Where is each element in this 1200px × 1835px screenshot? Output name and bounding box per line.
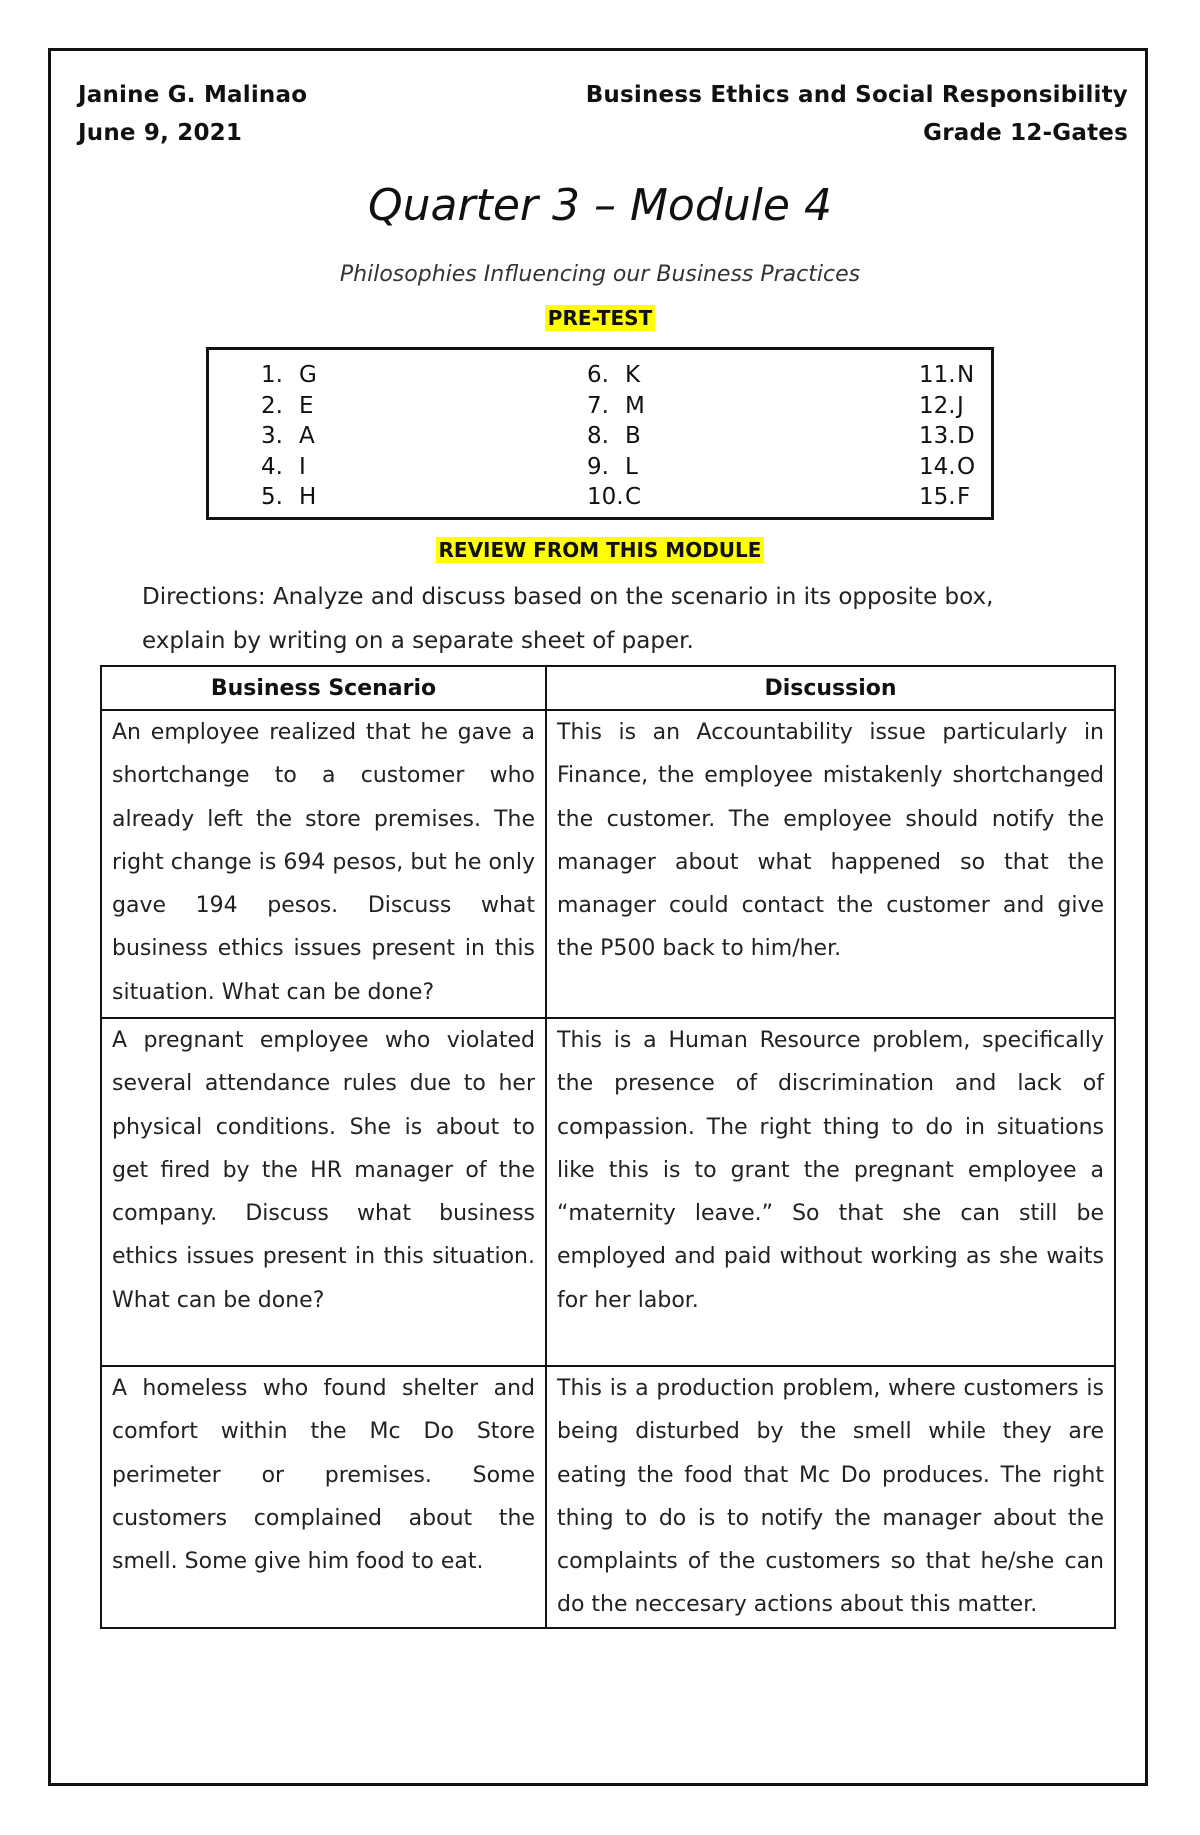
answer-item: 1. G xyxy=(261,362,317,388)
header-right xyxy=(586,76,1128,152)
answer-item: 7. M xyxy=(587,392,645,419)
answer-item: 11.N xyxy=(919,362,975,388)
review-heading xyxy=(0,537,1200,563)
pretest-label: PRE-TEST xyxy=(545,305,655,331)
answer-item: 9. L xyxy=(587,453,638,480)
pretest-answer-box xyxy=(206,347,994,520)
review-label: REVIEW FROM THIS MODULE xyxy=(436,537,765,563)
submission-date: June 9, 2021 xyxy=(78,120,243,146)
answer-item: 14.O xyxy=(919,453,976,480)
answer-column-2 xyxy=(587,360,645,513)
discussion-cell: This is a Human Resource problem, specifically the presence of discrimination and lack of compassion. The right thing to do in situations like this is to grant the pregnant employee a “maternity leave.” So that she can still be employed and paid without working as she waits for her labor. xyxy=(546,1018,1115,1366)
answer-item: 8. B xyxy=(587,423,641,449)
grade-section: Grade 12-Gates xyxy=(923,120,1128,146)
table-row xyxy=(101,1018,1115,1366)
answer-item: 10.C xyxy=(587,484,642,510)
pretest-heading xyxy=(0,305,1200,331)
answer-item: 15.F xyxy=(919,484,971,510)
discussion-cell: This is a production problem, where customers is being disturbed by the smell while they are eating the food that Mc Do produces. The right thing to do is to notify the manager about the complaints of the customers so that he/she can do the neccesary actions about this matter. xyxy=(546,1366,1115,1628)
directions-text: Directions: Analyze and discuss based on the scenario in its opposite box, explain by writing on a separate sheet of paper. xyxy=(142,584,994,654)
answer-column-3 xyxy=(919,360,975,513)
student-name: Janine G. Malinao xyxy=(78,82,308,108)
subject-name: Business Ethics and Social Responsibility xyxy=(585,82,1128,108)
table-header-row xyxy=(101,666,1115,710)
column-header-discussion: Discussion xyxy=(546,666,1115,710)
scenario-cell: An employee realized that he gave a shortchange to a customer who already left the store premises. The right change is 694 pesos, but he only gave 194 pesos. Discuss what business ethics issues present in this situation. What can be done? xyxy=(101,710,546,1018)
header-left xyxy=(78,76,307,152)
answer-item: 12.J xyxy=(919,392,964,419)
answer-column-1 xyxy=(261,360,317,513)
scenario-cell: A homeless who found shelter and comfort within the Mc Do Store perimeter or premises. Some customers complained about the smell. Some give him food to eat. xyxy=(101,1366,546,1628)
page-title: Quarter 3 – Module 4 xyxy=(368,180,832,231)
discussion-cell: This is an Accountability issue particularly in Finance, the employee mistakenly shortchanged the customer. The employee should notify the manager about what happened so that the manager could contact the customer and give the P500 back to him/her. xyxy=(546,710,1115,1018)
scenario-table xyxy=(100,665,1116,1629)
table-row xyxy=(101,710,1115,1018)
answer-item: 3. A xyxy=(261,423,315,449)
answer-item: 2. E xyxy=(261,392,314,419)
column-header-scenario: Business Scenario xyxy=(101,666,546,710)
answer-item: 6. K xyxy=(587,362,641,388)
answer-item: 4. I xyxy=(261,453,306,480)
scenario-cell: A pregnant employee who violated several attendance rules due to her physical conditions. She is about to get fired by the HR manager of the company. Discuss what business ethics issues present in this situation. What can be done? xyxy=(101,1018,546,1366)
table-row xyxy=(101,1366,1115,1628)
answer-item: 5. H xyxy=(261,484,317,510)
answer-item: 13.D xyxy=(919,423,975,449)
page-subtitle: Philosophies Influencing our Business Practices xyxy=(339,262,861,287)
